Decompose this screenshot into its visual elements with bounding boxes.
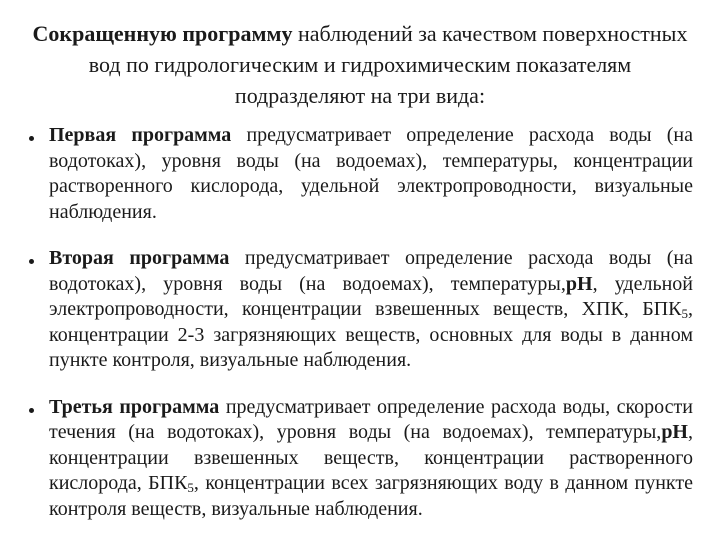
- intro-lead: Сокращенную программу: [32, 21, 293, 46]
- program-second-text-1: предусматривает определение расхода воды (на водотоках), уровня воды (на водоемах), температуры,: [49, 247, 693, 295]
- program-third-title: Третья программа: [49, 395, 220, 418]
- program-item-first: [0, 123, 693, 225]
- program-item-third: [0, 395, 693, 523]
- program-item-second: [0, 246, 693, 374]
- bullet-icon: [29, 136, 34, 141]
- program-second-text-3: , концентрации 2-3 загрязняющих веществ, основных для воды в данном пункте контроля, визуальные наблюдения.: [49, 298, 693, 371]
- ph-label: pH: [661, 421, 688, 443]
- intro-paragraph: [30, 18, 690, 111]
- bullet-icon: [29, 408, 34, 413]
- program-second-text-2: , удельной электропроводности, концентрации взвешенных веществ, ХПК, БПК: [49, 272, 693, 320]
- ph-label: pH: [565, 272, 593, 295]
- bullet-icon: [29, 259, 34, 264]
- program-third-text-1: предусматривает определение расхода воды, скорости течения (на водотоках), уровня воды (на водоемах), температуры,: [49, 395, 693, 443]
- program-first-text: предусматривает определение расхода воды (на водотоках), уровня воды (на водоемах), температуры, концентрации растворенного кислорода, удельной электропроводности, визуальные наблюдения.: [49, 124, 693, 223]
- program-second-title: Вторая программа: [49, 247, 230, 269]
- program-third-text-2: , концентрации взвешенных веществ, концентрации растворенного кислорода, БПК: [49, 421, 693, 494]
- program-first-title: Первая программа: [49, 124, 232, 146]
- intro-text: наблюдений за качеством поверхностных вод по гидрологическим и гидрохимическим показателям подразделяют на три вида:: [88, 21, 688, 108]
- program-list: [0, 123, 720, 543]
- program-third-text-3: , концентрации всех загрязняющих воду в данном пункте контроля веществ, визуальные наблюдения.: [49, 472, 693, 520]
- bod-subscript: 5: [681, 306, 688, 321]
- bod-subscript: 5: [187, 480, 194, 495]
